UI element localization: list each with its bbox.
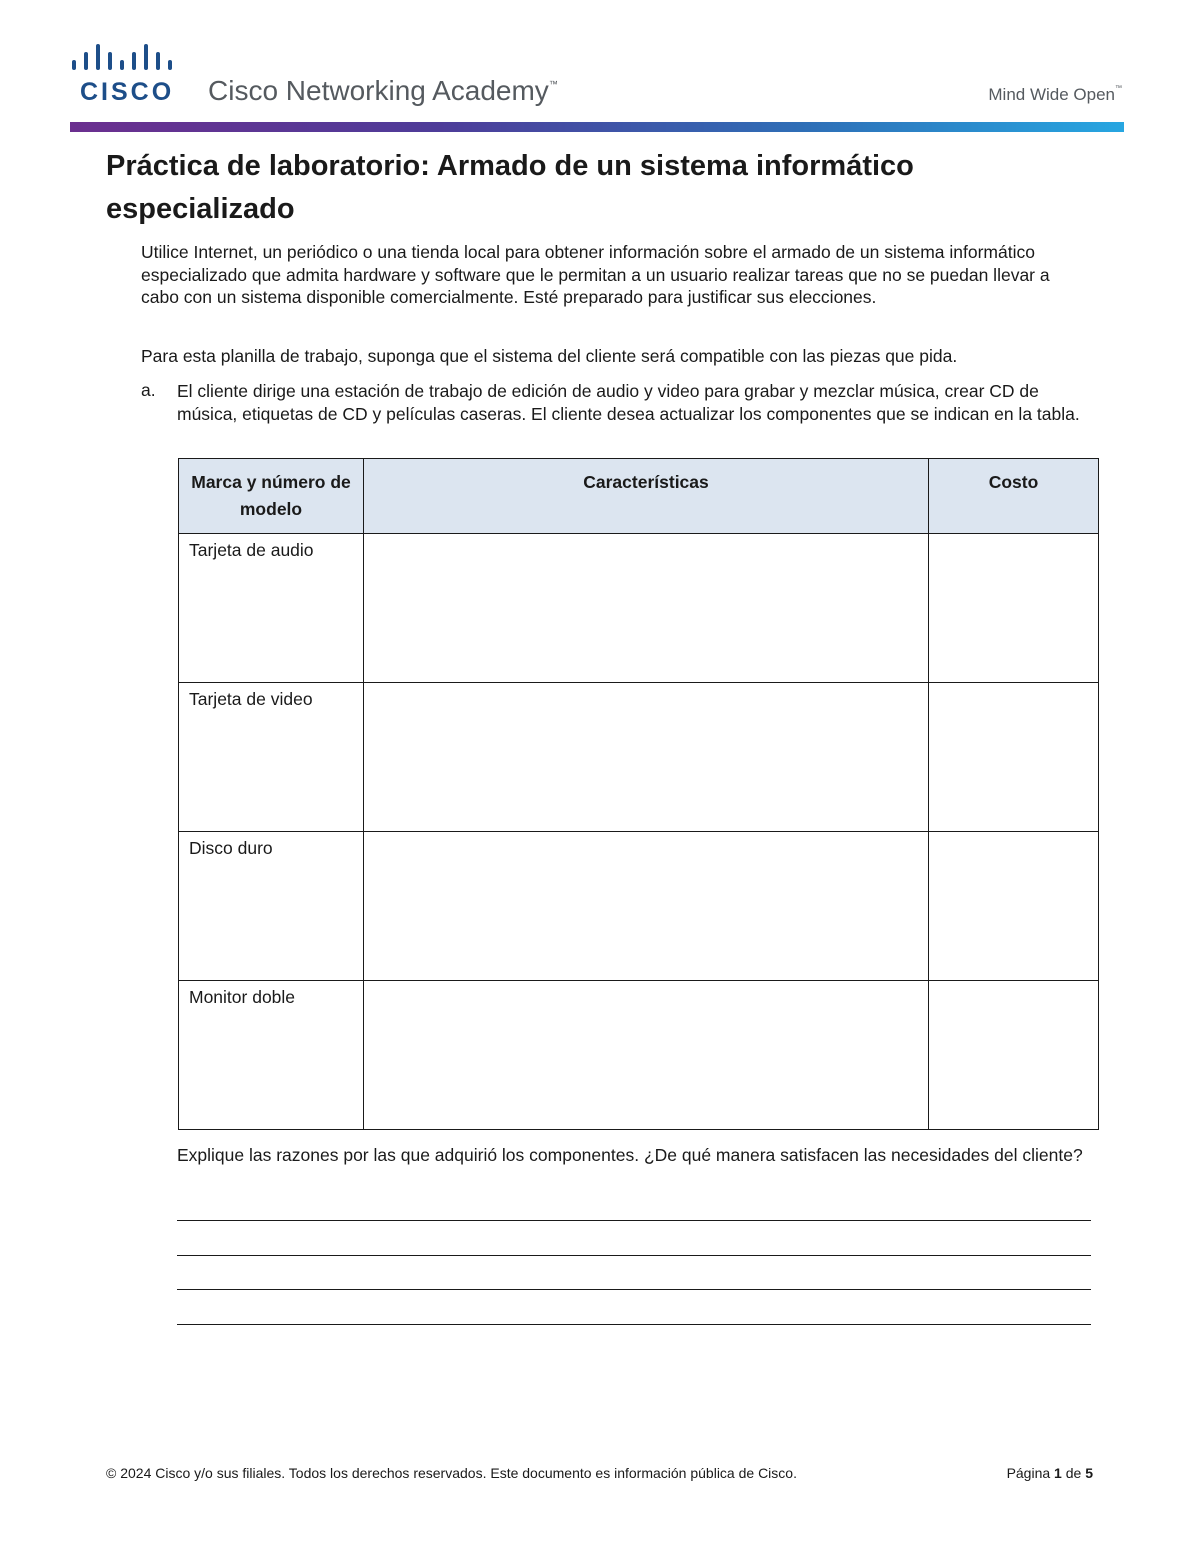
answer-line[interactable] xyxy=(177,1220,1091,1221)
component-cell: Monitor doble xyxy=(179,981,364,1130)
assumption-paragraph: Para esta planilla de trabajo, suponga que el sistema del cliente será compatible con las piezas que pida. xyxy=(141,346,958,366)
page-current: 1 xyxy=(1054,1465,1062,1481)
header-cost: Costo xyxy=(929,459,1099,534)
cost-cell[interactable] xyxy=(929,534,1099,683)
academy-name xyxy=(208,75,558,107)
table-row xyxy=(179,534,1099,683)
page-total: 5 xyxy=(1085,1465,1093,1481)
component-cell: Disco duro xyxy=(179,832,364,981)
cost-cell[interactable] xyxy=(929,683,1099,832)
step-a-letter: a. xyxy=(141,380,156,400)
table-row xyxy=(179,981,1099,1130)
component-cell: Tarjeta de audio xyxy=(179,534,364,683)
tagline-trademark: ™ xyxy=(1115,85,1122,92)
table-header-row xyxy=(179,459,1099,534)
header-brand-model: Marca y número de modelo xyxy=(179,459,364,534)
table-row xyxy=(179,832,1099,981)
tagline xyxy=(988,85,1122,105)
components-table xyxy=(178,458,1099,1130)
table-row xyxy=(179,683,1099,832)
footer-page-number xyxy=(1007,1465,1093,1481)
answer-line[interactable] xyxy=(177,1324,1091,1325)
document-title: Práctica de laboratorio: Armado de un sistema informático especializado xyxy=(106,150,914,225)
tagline-text: Mind Wide Open xyxy=(988,85,1115,104)
features-cell[interactable] xyxy=(364,683,929,832)
features-cell[interactable] xyxy=(364,534,929,683)
academy-trademark: ™ xyxy=(548,79,558,89)
header-features: Características xyxy=(364,459,929,534)
page-header xyxy=(70,40,1124,120)
academy-name-text: Cisco Networking Academy xyxy=(208,75,549,106)
cisco-wordmark: CISCO xyxy=(80,78,175,106)
cost-cell[interactable] xyxy=(929,981,1099,1130)
features-cell[interactable] xyxy=(364,832,929,981)
step-a-text: El cliente dirige una estación de trabajo de edición de audio y video para grabar y mezclar música, crear CD de música, etiquetas de CD y películas caseras. El cliente desea actualizar los componentes que se indican en la tabla. xyxy=(177,381,1080,424)
explain-prompt: Explique las razones por las que adquirió los componentes. ¿De qué manera satisfacen las necesidades del cliente? xyxy=(177,1145,1083,1165)
answer-line[interactable] xyxy=(177,1255,1091,1256)
footer-copyright: © 2024 Cisco y/o sus filiales. Todos los derechos reservados. Este documento es información pública de Cisco. xyxy=(106,1465,797,1481)
features-cell[interactable] xyxy=(364,981,929,1130)
intro-paragraph: Utilice Internet, un periódico o una tienda local para obtener información sobre el armado de un sistema informático especializado que admita hardware y software que le permitan a un usuario realizar tareas que no se puedan llevar a cabo con un sistema disponible comercialmente. Esté preparado para justificar sus elecciones. xyxy=(141,242,1050,307)
page-word: Página xyxy=(1006,1465,1051,1481)
page-of: de xyxy=(1065,1465,1082,1481)
cost-cell[interactable] xyxy=(929,832,1099,981)
cisco-bridge-logo-icon xyxy=(70,40,180,75)
header-gradient-divider xyxy=(70,122,1124,132)
answer-line[interactable] xyxy=(177,1289,1091,1290)
component-cell: Tarjeta de video xyxy=(179,683,364,832)
